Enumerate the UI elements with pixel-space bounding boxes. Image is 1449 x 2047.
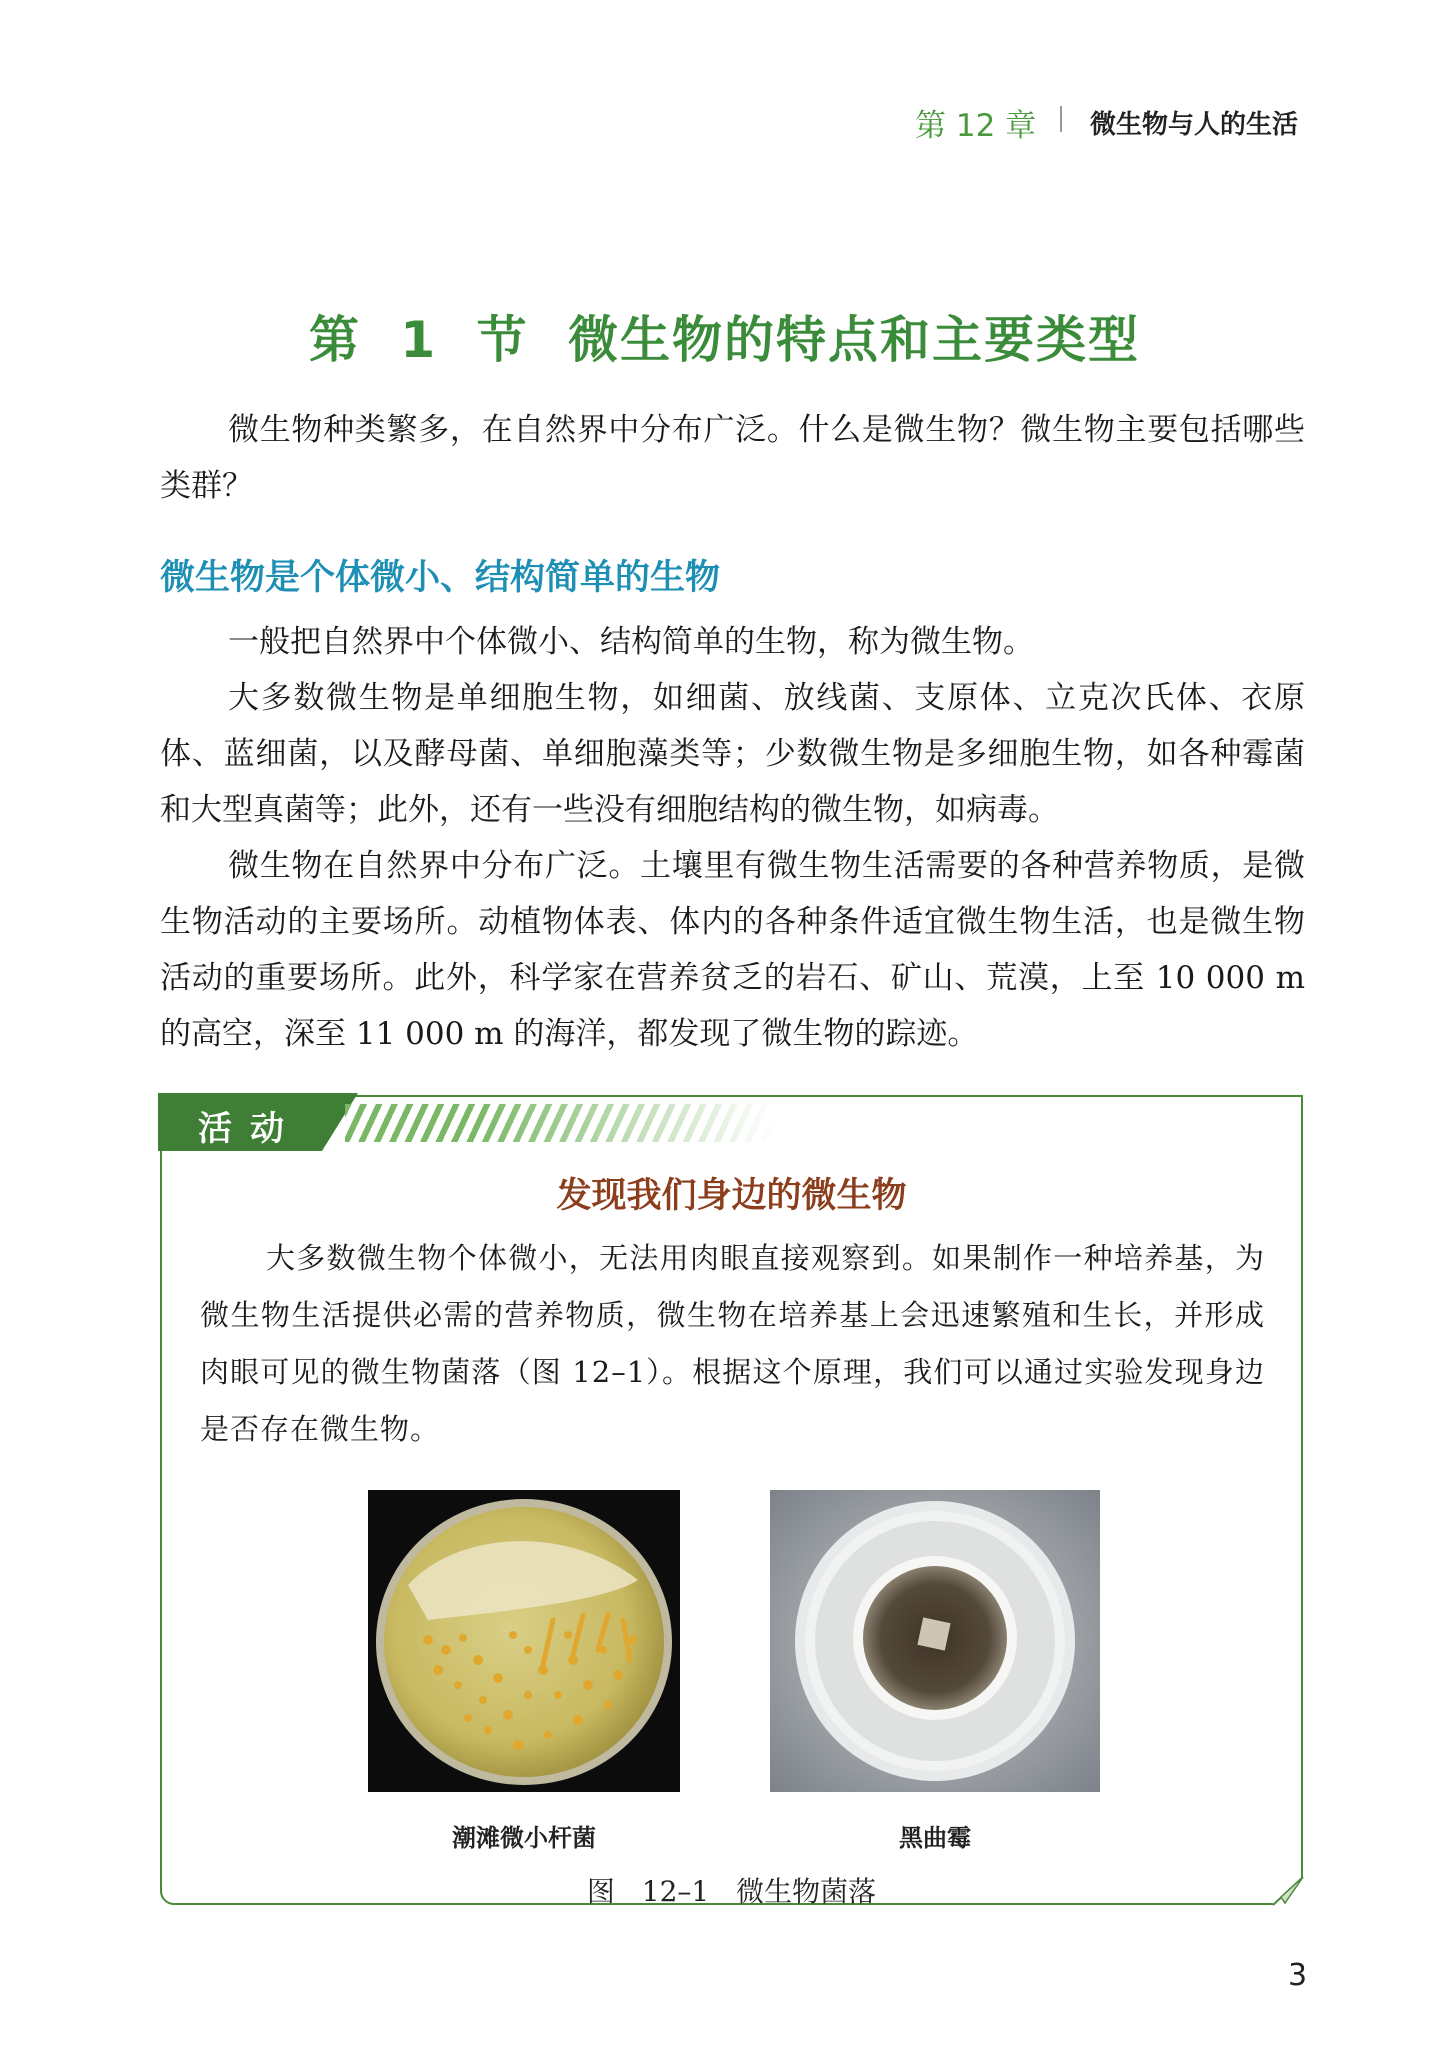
chapter-label: 第 12 章 [915,108,1037,144]
activity-tab-label: 活动 [198,1109,302,1149]
subheading: 微生物是个体微小、结构简单的生物 [160,558,721,598]
mold-colony-photo [770,1490,1100,1792]
page-number: 3 [1288,1958,1308,1993]
activity-paragraph: 大多数微生物个体微小，无法用肉眼直接观察到。如果制作一种培养基，为微生物生活提供必需的营养物质，微生物在培养基上会迅速繁殖和生长，并形成肉眼可见的微生物菌落（图 12–1）。根据这个原理，我们可以通过实验发现身边是否存在微生物。 [200,1241,1265,1446]
body-paragraph-3: 微生物在自然界中分布广泛。土壤里有微生物生活需要的各种营养物质，是微生物活动的主要场所。动植物体表、体内的各种条件适宜微生物生活，也是微生物活动的重要场所。此外，科学家在营养贫乏的岩石、矿山、荒漠，上至 10 000 m 的高空，深至 11 000 m 的海洋，都发现了微生物的踪迹。 [160,848,1305,1052]
photo-caption-mold: 黑曲霉 [899,1824,971,1852]
header-divider [1060,106,1062,132]
activity-title: 发现我们身边的微生物 [556,1175,907,1216]
figure-caption: 图 12–1 微生物菌落 [586,1875,877,1908]
chapter-title: 微生物与人的生活 [1090,110,1299,140]
body-paragraph-2: 大多数微生物是单细胞生物，如细菌、放线菌、支原体、立克次氏体、衣原体、蓝细菌，以及酵母菌、单细胞藻类等；少数微生物是多细胞生物，如各种霉菌和大型真菌等；此外，还有一些没有细胞结构的微生物，如病毒。 [160,680,1305,828]
intro-paragraph: 微生物种类繁多，在自然界中分布广泛。什么是微生物？微生物主要包括哪些类群？ [160,412,1305,504]
body-paragraph-1: 一般把自然界中个体微小、结构简单的生物，称为微生物。 [228,624,1034,660]
decorative-stripes [345,1104,775,1142]
section-title: 第 1 节 微生物的特点和主要类型 [308,311,1140,369]
photo-caption-bacteria: 潮滩微小杆菌 [452,1824,596,1852]
bacteria-colony-photo [368,1490,680,1792]
